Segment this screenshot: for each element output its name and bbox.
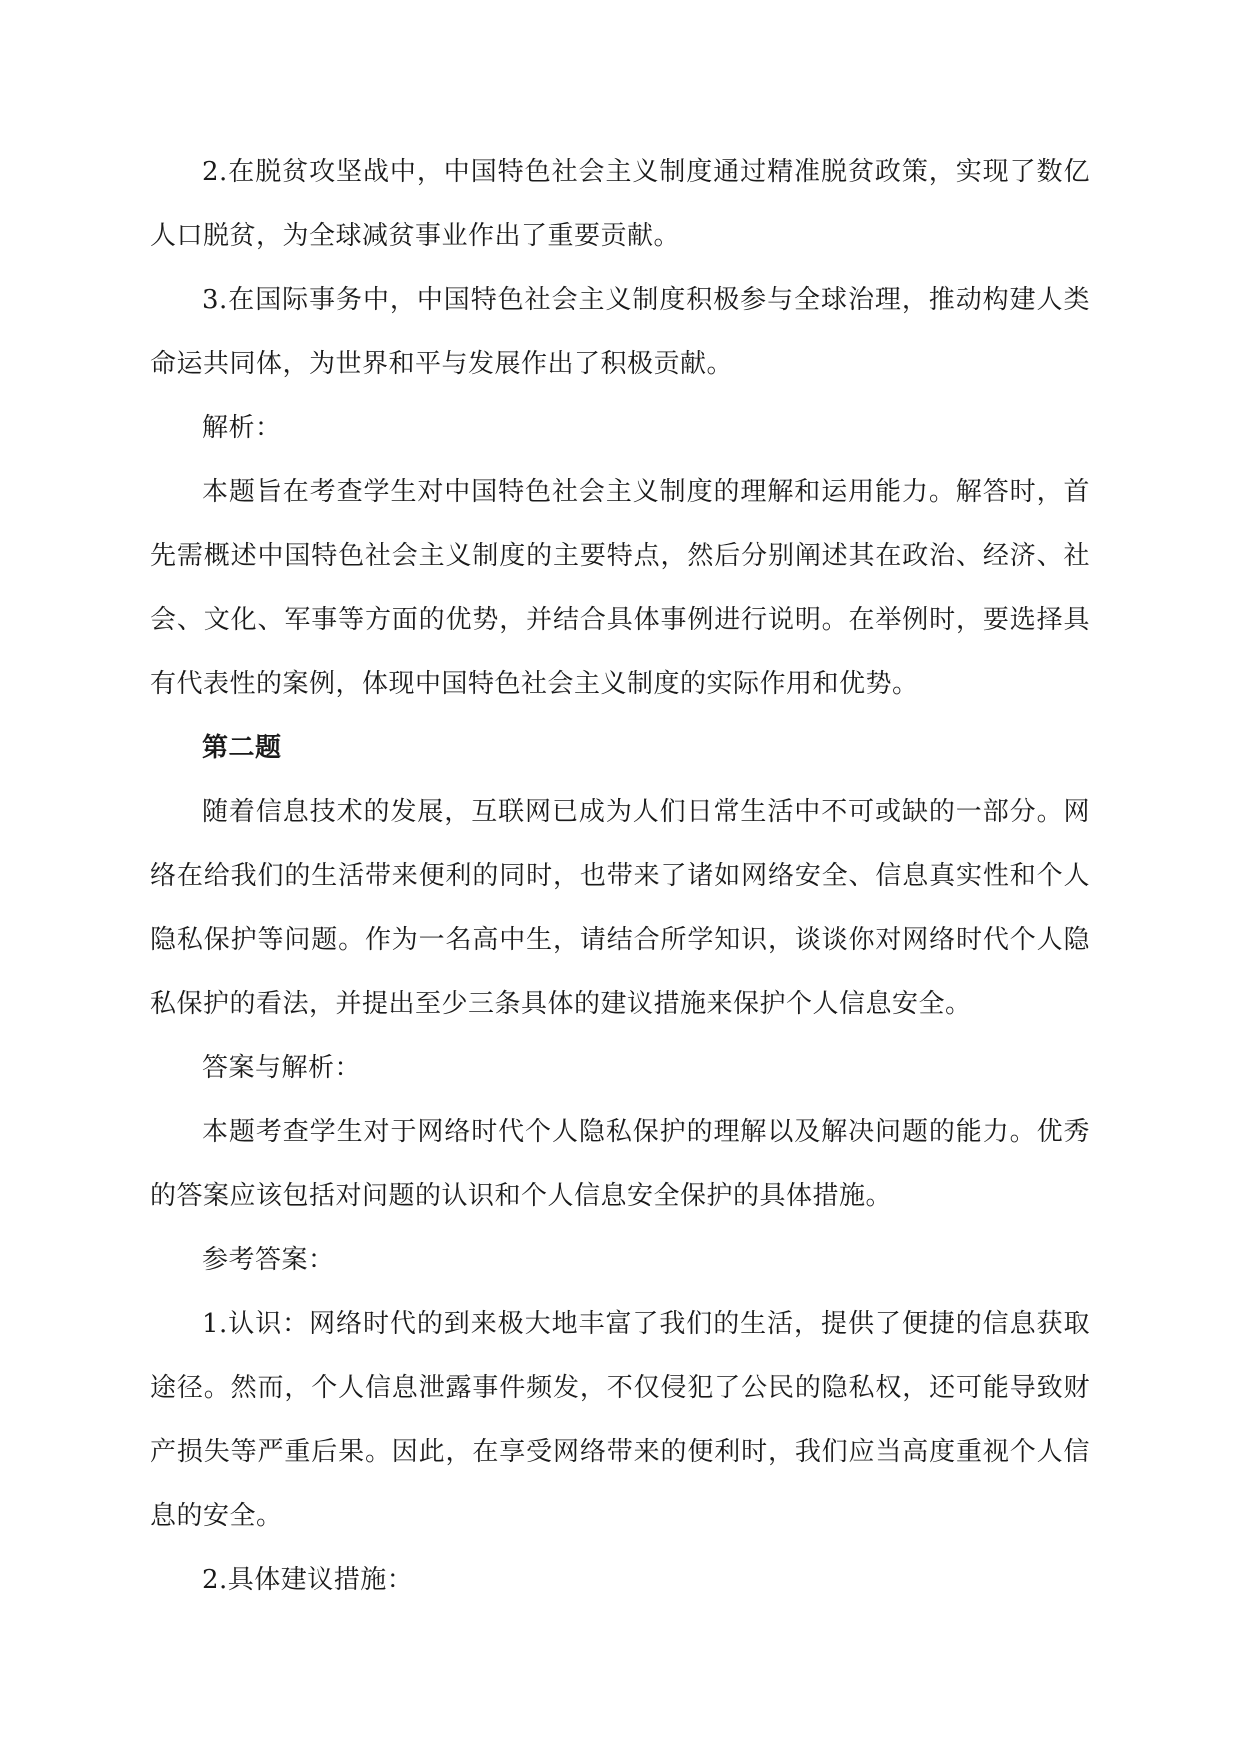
- question-heading: 第二题: [202, 733, 282, 763]
- reference-answer-label: 参考答案：: [202, 1245, 335, 1275]
- paragraph-international-affairs: 3.在国际事务中，中国特色社会主义制度积极参与全球治理，推动构建人类命运共同体，为世界和平与发展作出了积极贡献。: [150, 285, 1090, 379]
- document-page: [150, 140, 1090, 1612]
- paragraph-measures-label: 2.具体建议措施：: [202, 1565, 414, 1595]
- answer-analysis-label: 答案与解析：: [202, 1053, 362, 1083]
- paragraph-recognition: 1.认识：网络时代的到来极大地丰富了我们的生活，提供了便捷的信息获取途径。然而，个人信息泄露事件频发，不仅侵犯了公民的隐私权，还可能导致财产损失等严重后果。因此，在享受网络带来的便利时，我们应当高度重视个人信息的安全。: [150, 1309, 1090, 1531]
- paragraph-poverty-alleviation: 2.在脱贫攻坚战中，中国特色社会主义制度通过精准脱贫政策，实现了数亿人口脱贫，为全球减贫事业作出了重要贡献。: [150, 157, 1090, 251]
- analysis-label: 解析：: [202, 413, 282, 443]
- paragraph-question-prompt: 随着信息技术的发展，互联网已成为人们日常生活中不可或缺的一部分。网络在给我们的生活带来便利的同时，也带来了诸如网络安全、信息真实性和个人隐私保护等问题。作为一名高中生，请结合所学知识，谈谈你对网络时代个人隐私保护的看法，并提出至少三条具体的建议措施来保护个人信息安全。: [150, 797, 1090, 1019]
- paragraph-answer-intro: 本题考查学生对于网络时代个人隐私保护的理解以及解决问题的能力。优秀的答案应该包括对问题的认识和个人信息安全保护的具体措施。: [150, 1117, 1090, 1211]
- paragraph-analysis: 本题旨在考查学生对中国特色社会主义制度的理解和运用能力。解答时，首先需概述中国特色社会主义制度的主要特点，然后分别阐述其在政治、经济、社会、文化、军事等方面的优势，并结合具体事例进行说明。在举例时，要选择具有代表性的案例，体现中国特色社会主义制度的实际作用和优势。: [150, 477, 1090, 699]
